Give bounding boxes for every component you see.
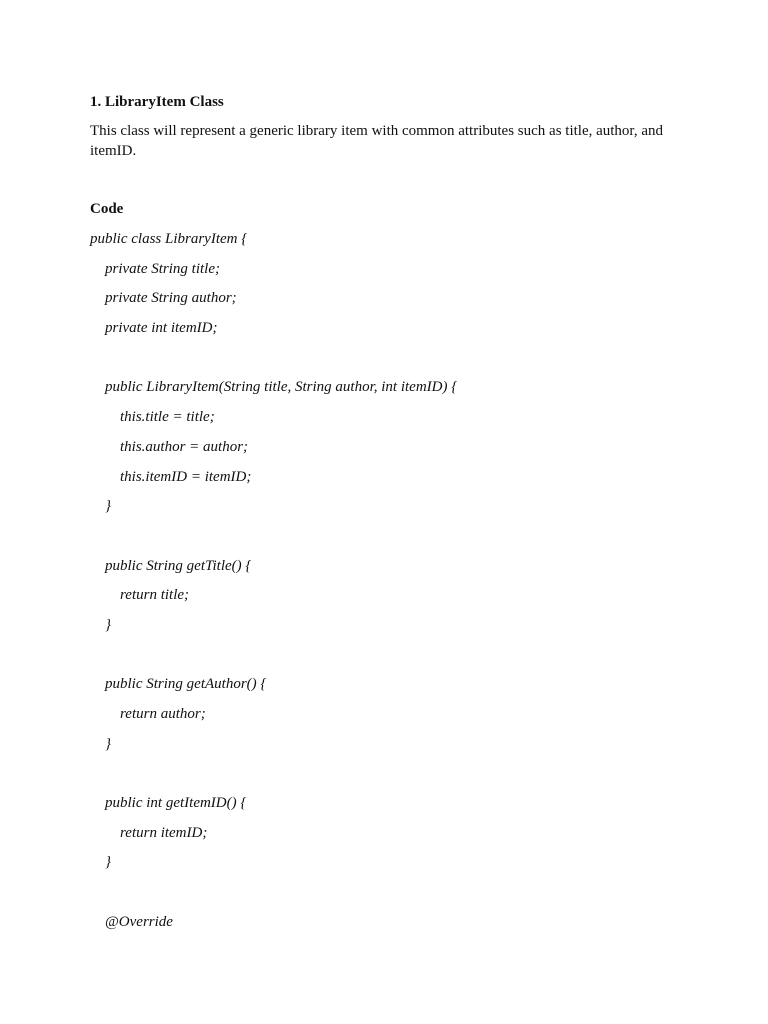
code-line: @Override	[105, 913, 173, 930]
code-line: return itemID;	[120, 824, 208, 841]
code-line: public class LibraryItem {	[90, 231, 248, 247]
code-blank-line	[90, 882, 680, 902]
code-line: }	[105, 498, 111, 515]
code-line: }	[105, 616, 111, 633]
code-line: public String getTitle() {	[105, 557, 252, 574]
code-blank-line	[90, 645, 680, 665]
code-blank-line	[90, 526, 680, 546]
code-line: public int getItemID() {	[105, 795, 247, 812]
code-line: return title;	[120, 587, 190, 604]
code-line: this.author = author;	[120, 438, 249, 455]
code-line: public LibraryItem(String title, String author, int itemID) {	[105, 379, 458, 396]
code-line: return author;	[120, 706, 206, 722]
section-description: This class will represent a generic library item with common attributes such as title, author, and itemID.	[90, 123, 663, 159]
code-line: private String author;	[105, 290, 237, 307]
code-blank-line	[90, 763, 680, 783]
code-line: }	[105, 854, 111, 871]
code-line: private String title;	[105, 260, 220, 277]
code-line: this.title = title;	[120, 409, 215, 426]
section-heading: 1. LibraryItem Class	[90, 94, 224, 110]
code-block	[90, 229, 680, 932]
code-line: this.itemID = itemID;	[120, 468, 252, 485]
code-line: }	[105, 735, 111, 752]
document-content	[90, 92, 680, 942]
code-line: private int itemID;	[105, 320, 218, 337]
code-line: public String getAuthor() {	[105, 676, 267, 693]
code-blank-line	[90, 348, 680, 368]
code-heading: Code	[90, 201, 124, 217]
